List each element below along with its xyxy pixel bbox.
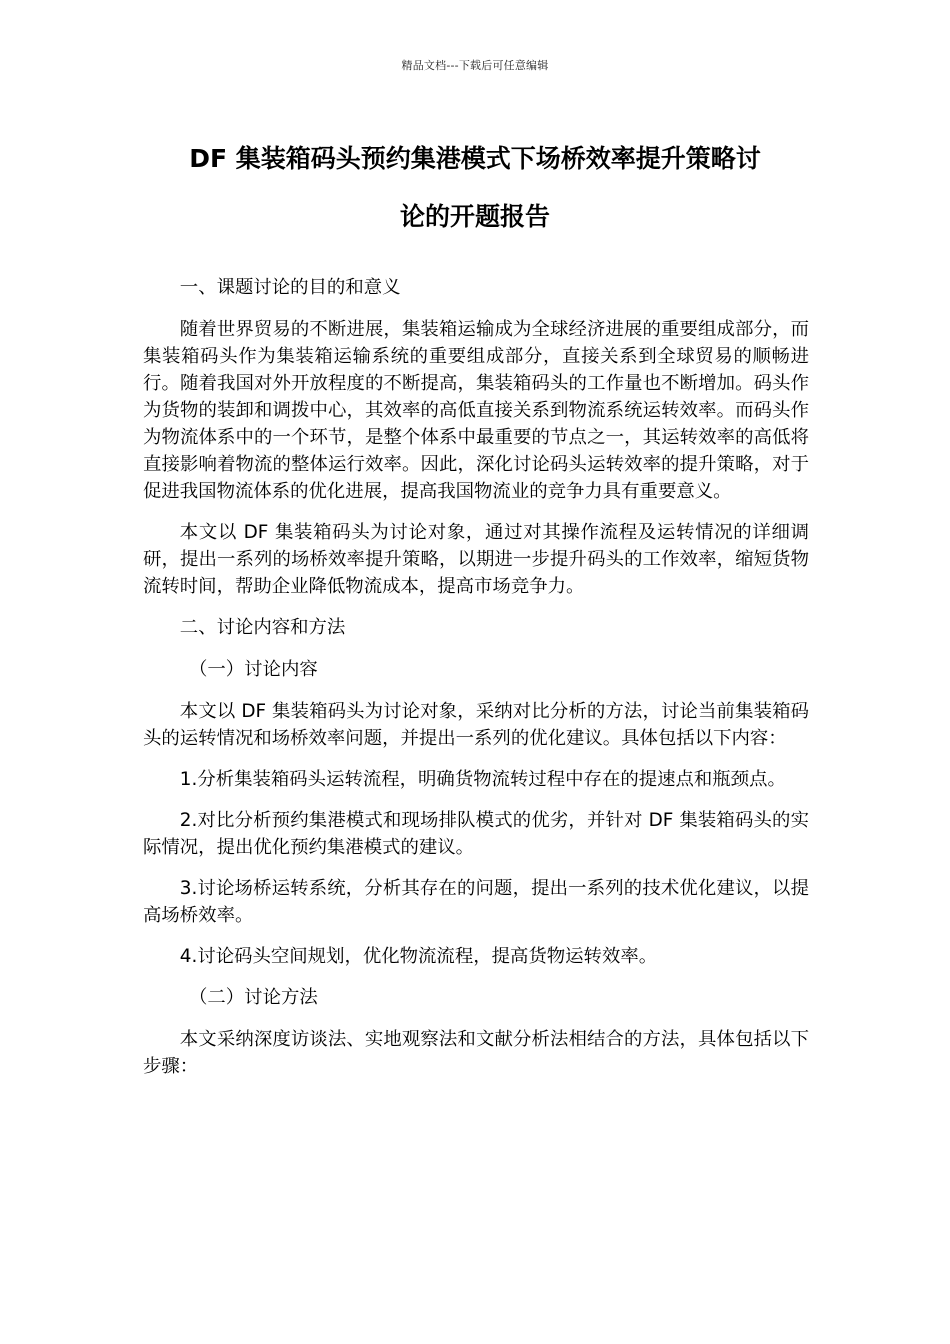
paragraph-content-intro: 本文以 DF 集装箱码头为讨论对象，采纳对比分析的方法，讨论当前集装箱码头的运转情况和场桥效率问题，并提出一系列的优化建议。具体包括以下内容： <box>143 701 809 749</box>
paragraph-method: 本文采纳深度访谈法、实地观察法和文献分析法相结合的方法，具体包括以下步骤： <box>143 1029 809 1077</box>
section-heading-purpose: 一、课题讨论的目的和意义 <box>179 277 401 298</box>
list-item-2: 2.对比分析预约集港模式和现场排队模式的优劣，并针对 DF 集装箱码头的实际情况，提出优化预约集港模式的建议。 <box>143 810 809 858</box>
paragraph-purpose-1: 随着世界贸易的不断进展，集装箱运输成为全球经济进展的重要组成部分，而集装箱码头作为集装箱运输系统的重要组成部分，直接关系到全球贸易的顺畅进行。随着我国对外开放程度的不断提高，集装箱码头的工作量也不断增加。码头作为货物的装卸和调拨中心，其效率的高低直接关系到物流系统运转效率。而码头作为物流体系中的一个环节，是整个体系中最重要的节点之一，其运转效率的高低将直接影响着物流的整体运行效率。因此，深化讨论码头运转效率的提升策略，对于促进我国物流体系的优化进展，提高我国物流业的竞争力具有重要意义。 <box>143 319 809 502</box>
paragraph-purpose-2: 本文以 DF 集装箱码头为讨论对象，通过对其操作流程及运转情况的详细调研，提出一系列的场桥效率提升策略，以期进一步提升码头的工作效率，缩短货物流转时间，帮助企业降低物流成本，提高市场竞争力。 <box>143 522 809 597</box>
document-title-line-1: DF 集装箱码头预约集港模式下场桥效率提升策略讨 <box>189 144 761 173</box>
subheading-content: （一）讨论内容 <box>189 659 318 680</box>
list-item-1: 1.分析集装箱码头运转流程，明确货物流转过程中存在的提速点和瓶颈点。 <box>179 769 786 790</box>
list-item-3: 3.讨论场桥运转系统，分析其存在的问题，提出一系列的技术优化建议，以提高场桥效率。 <box>143 878 809 926</box>
section-heading-content-method: 二、讨论内容和方法 <box>179 617 346 638</box>
list-item-4: 4.讨论码头空间规划，优化物流流程，提高货物运转效率。 <box>179 946 658 967</box>
document-title-line-2: 论的开题报告 <box>399 202 550 231</box>
document-body <box>143 274 809 1094</box>
subheading-method: （二）讨论方法 <box>189 987 318 1008</box>
header-note: 精品文档---下载后可任意编辑 <box>401 59 549 72</box>
